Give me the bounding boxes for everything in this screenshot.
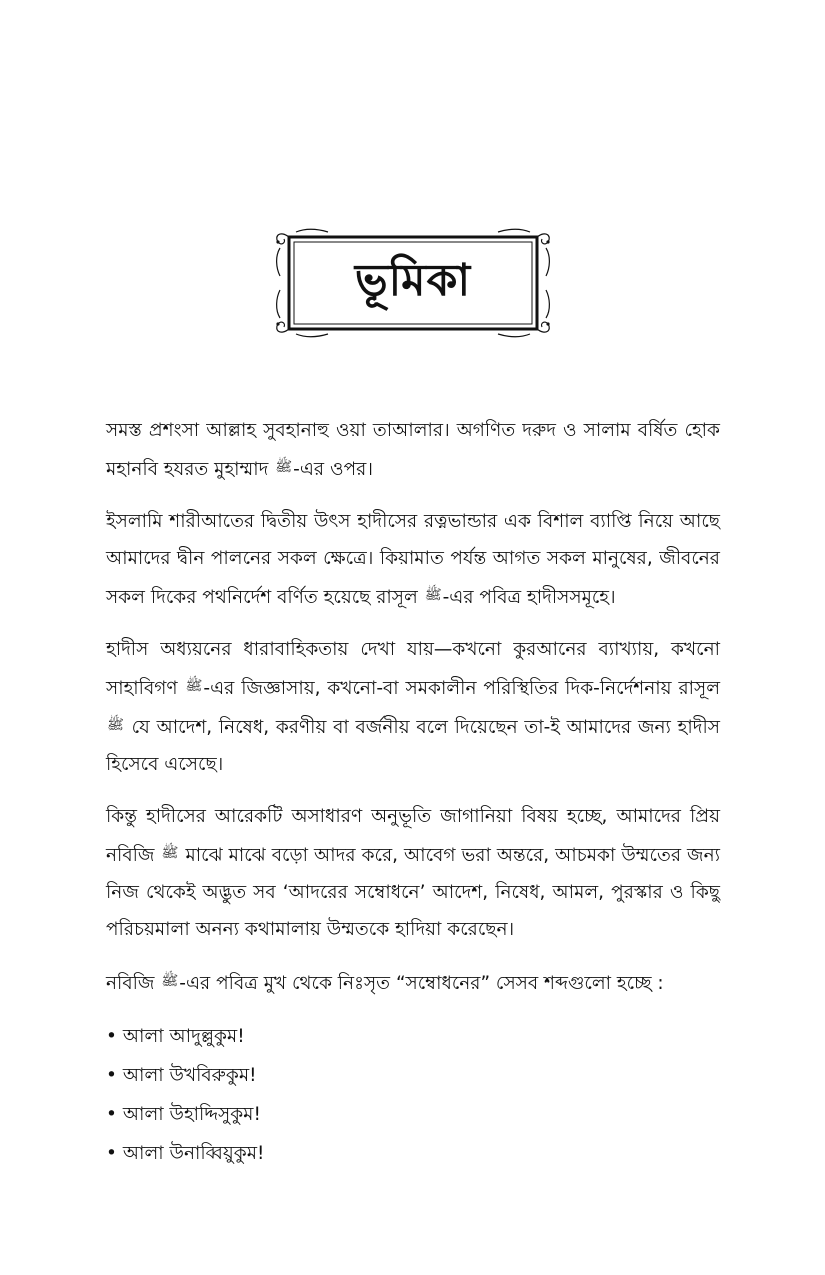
paragraph-1-text-b: -এর ওপর।: [293, 459, 373, 480]
paragraph-2-text-b: -এর পবিত্র হাদীসসমূহে।: [442, 587, 616, 608]
paragraph-4: [106, 798, 720, 948]
list-item: [106, 1095, 720, 1134]
bullet-icon: •: [106, 1104, 117, 1125]
pbuh-icon: ﷺ: [161, 973, 179, 989]
paragraph-1: [106, 412, 720, 488]
paragraph-4-text-b: মাঝে মাঝে বড়ো আদর করে, আবেগ ভরা অন্তরে, আচমকা উম্মতের জন্য নিজ থেকেই অদ্ভুত সব ‘আদরের সম্বোধনে’ আদেশ, নিষেধ, আমল, পুরস্কার ও কিছু পরিচয়মালা অনন্য কথামালায় উম্মতকে হাদিয়া করেছেন।: [106, 845, 720, 940]
paragraph-3-text-a: হাদীস অধ্যয়নের ধারাবাহিকতায় দেখা যায়—কখনো কুরআনের ব্যাখ্যায়, কখনো সাহাবিগণ: [106, 639, 720, 699]
paragraph-5: [106, 963, 720, 1002]
list-item-text: আলা উনাব্বিয়ুকুম!: [122, 1143, 265, 1164]
list-item-text: আলা উখবিরুকুম!: [122, 1065, 257, 1086]
paragraph-3-text-c: যে আদেশ, নিষেধ, করণীয় বা বর্জনীয় বলে দিয়েছেন তা-ই আমাদের জন্য হাদীস হিসেবে এসেছে।: [106, 717, 720, 775]
bullet-icon: •: [106, 1026, 117, 1047]
paragraph-4-text-a: কিন্তু হাদীসের আরেকটি অসাধারণ অনুভূতি জাগানিয়া বিষয় হচ্ছে, আমাদের প্রিয় নবিজি: [106, 806, 720, 866]
salutation-list: [106, 1017, 720, 1173]
page-title: ভূমিকা: [354, 254, 472, 306]
paragraph-5-text-b: -এর পবিত্র মুখ থেকে নিঃসৃত “সম্বোধনের” সেসব শব্দগুলো হচ্ছে :: [179, 973, 664, 994]
list-item: [106, 1017, 720, 1056]
bullet-icon: •: [106, 1065, 117, 1086]
list-item: [106, 1134, 720, 1173]
list-item-text: আলা আদুল্লুকুম!: [122, 1026, 245, 1047]
paragraph-2: [106, 503, 720, 616]
pbuh-icon: ﷺ: [275, 459, 293, 475]
list-item: [106, 1056, 720, 1095]
paragraph-3: [106, 631, 720, 783]
pbuh-icon: ﷺ: [107, 717, 124, 733]
bullet-icon: •: [106, 1143, 117, 1164]
paragraph-5-text-a: নবিজি: [106, 973, 155, 994]
radiallahu-anhum-icon: ﷺ: [185, 678, 203, 694]
pbuh-icon: ﷺ: [161, 845, 179, 861]
title-frame: [272, 226, 554, 340]
list-item-text: আলা উহাদ্দিসুকুম!: [122, 1104, 261, 1125]
paragraph-3-text-b: -এর জিজ্ঞাসায়, কখনো-বা সমকালীন পরিস্থিতির দিক-নির্দেশনায় রাসূল: [203, 678, 720, 699]
content-body: [106, 412, 720, 1173]
pbuh-icon: ﷺ: [424, 587, 442, 603]
paragraph-1-text-a: সমস্ত প্রশংসা আল্লাহ সুবহানাহু ওয়া তাআলার। অগণিত দরুদ ও সালাম বর্ষিত হোক মহানবি হযরত মুহাম্মাদ: [106, 420, 720, 480]
paragraph-2-text-a: ইসলামি শারীআতের দ্বিতীয় উৎস হাদীসের রত্নভান্ডার এক বিশাল ব্যাপ্তি নিয়ে আছে আমাদের দ্বীন পালনের সকল ক্ষেত্রে। কিয়ামাত পর্যন্ত আগত সকল মানুষের, জীবনের সকল দিকের পথনির্দেশ বর্ণিত হয়েছে রাসূল: [106, 511, 720, 608]
